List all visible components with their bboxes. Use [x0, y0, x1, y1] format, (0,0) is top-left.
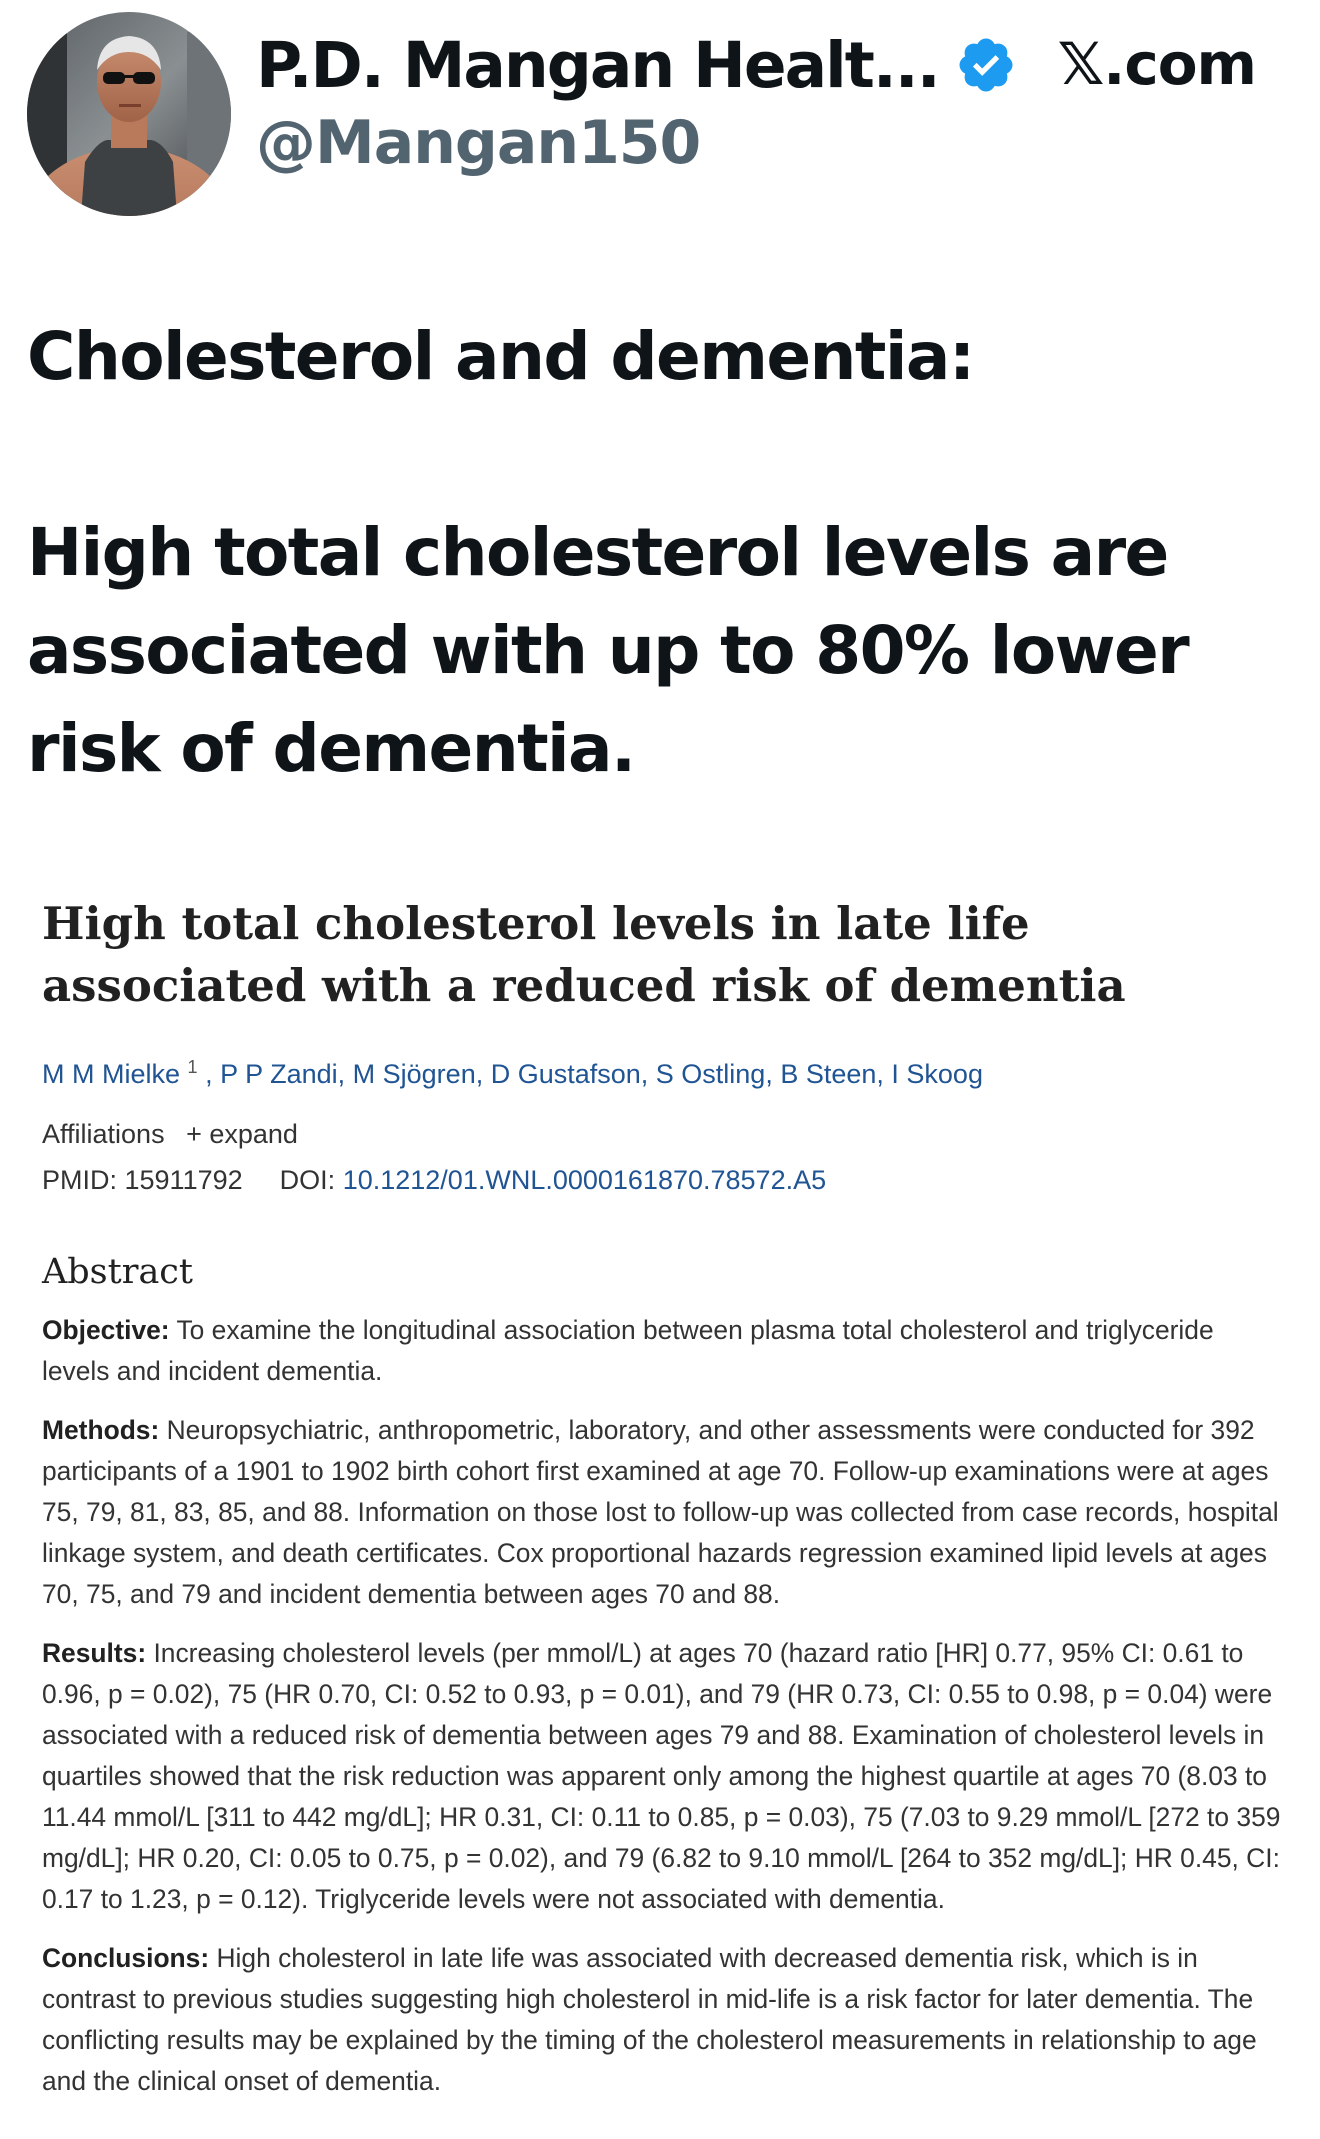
affiliations-label: Affiliations	[42, 1119, 165, 1149]
author-handle[interactable]: @Mangan150	[256, 108, 701, 178]
tweet-line-body: High total cholesterol levels are associated with up to 80% lower risk of dementia.	[27, 514, 1189, 787]
doi-label: DOI:	[279, 1165, 336, 1195]
section-label: Conclusions:	[42, 1943, 210, 1973]
identifiers-row	[42, 1160, 1282, 1200]
section-label: Results:	[42, 1638, 147, 1668]
source-label: 𝕏.com	[1057, 30, 1256, 98]
abstract-heading: Abstract	[42, 1252, 193, 1292]
tweet-text	[27, 308, 1297, 798]
avatar-photo	[27, 12, 231, 216]
author-name-row[interactable]	[256, 24, 1017, 106]
section-label: Objective:	[42, 1315, 170, 1345]
author-link-first[interactable]: M M Mielke	[42, 1059, 181, 1089]
abstract-methods	[42, 1410, 1282, 1615]
expand-affiliations-button[interactable]: + expand	[186, 1119, 298, 1149]
pmid: PMID: 15911792	[42, 1165, 243, 1195]
tweet-header	[0, 0, 1320, 230]
verified-badge-icon	[955, 34, 1017, 96]
avatar[interactable]	[27, 12, 231, 216]
author-name[interactable]: P.D. Mangan Healt...	[256, 28, 939, 102]
author-links-rest[interactable]: , P P Zandi, M Sjögren, D Gustafson, S Ostling, B Steen, I Skoog	[205, 1059, 983, 1089]
section-label: Methods:	[42, 1415, 160, 1445]
paper-screenshot	[42, 893, 1282, 2102]
section-text: Increasing cholesterol levels (per mmol/L) at ages 70 (hazard ratio [HR] 0.77, 95% CI: 0.61 to 0.96, p = 0.02), 75 (HR 0.70, CI: 0.52 to 0.93, p = 0.01), and 79 (HR 0.73, CI: 0.55 to 0.98, p = 0.04) were associated with a reduced risk of dementia between ages 79 and 88. Examination of cholesterol levels in quartiles showed that the risk reduction was apparent only among the highest quartile at ages 70 (8.03 to 11.44 mmol/L [311 to 442 mg/dL]; HR 0.31, CI: 0.11 to 0.85, p = 0.03), 75 (7.03 to 9.29 mmol/L [272 to 359 mg/dL]; HR 0.20, CI: 0.05 to 0.75, p = 0.02), and 79 (6.82 to 9.10 mmol/L [264 to 352 mg/dL]; HR 0.45, CI: 0.17 to 1.23, p = 0.12). Triglyceride levels were not associated with dementia.	[42, 1638, 1281, 1914]
author-list	[42, 1047, 1282, 1094]
affiliations-row	[42, 1114, 1282, 1154]
section-text: High cholesterol in late life was associated with decreased dementia risk, which is in contrast to previous studies suggesting high cholesterol in mid-life is a risk factor for later dementia. The conflicting results may be explained by the timing of the cholesterol measurements in relationship to age and the clinical onset of dementia.	[42, 1943, 1257, 2096]
tweet-line-heading: Cholesterol and dementia:	[27, 318, 974, 395]
doi-link[interactable]: 10.1212/01.WNL.0000161870.78572.A5	[342, 1165, 827, 1195]
paper-title: High total cholesterol levels in late life associated with a reduced risk of dementia	[42, 897, 1126, 1012]
affiliation-marker[interactable]: 1	[187, 1057, 198, 1077]
abstract-conclusions	[42, 1938, 1282, 2102]
abstract-objective	[42, 1310, 1282, 1392]
abstract-results	[42, 1633, 1282, 1920]
section-text: Neuropsychiatric, anthropometric, laboratory, and other assessments were conducted for 392 participants of a 1901 to 1902 birth cohort first examined at age 70. Follow-up examinations were at ages 75, 79, 81, 83, 85, and 88. Information on those lost to follow-up was collected from case records, hospital linkage system, and death certificates. Cox proportional hazards regression examined lipid levels at ages 70, 75, and 79 and incident dementia between ages 70 and 88.	[42, 1415, 1279, 1609]
section-text: To examine the longitudinal association between plasma total cholesterol and triglyceride levels and incident dementia.	[42, 1315, 1214, 1386]
